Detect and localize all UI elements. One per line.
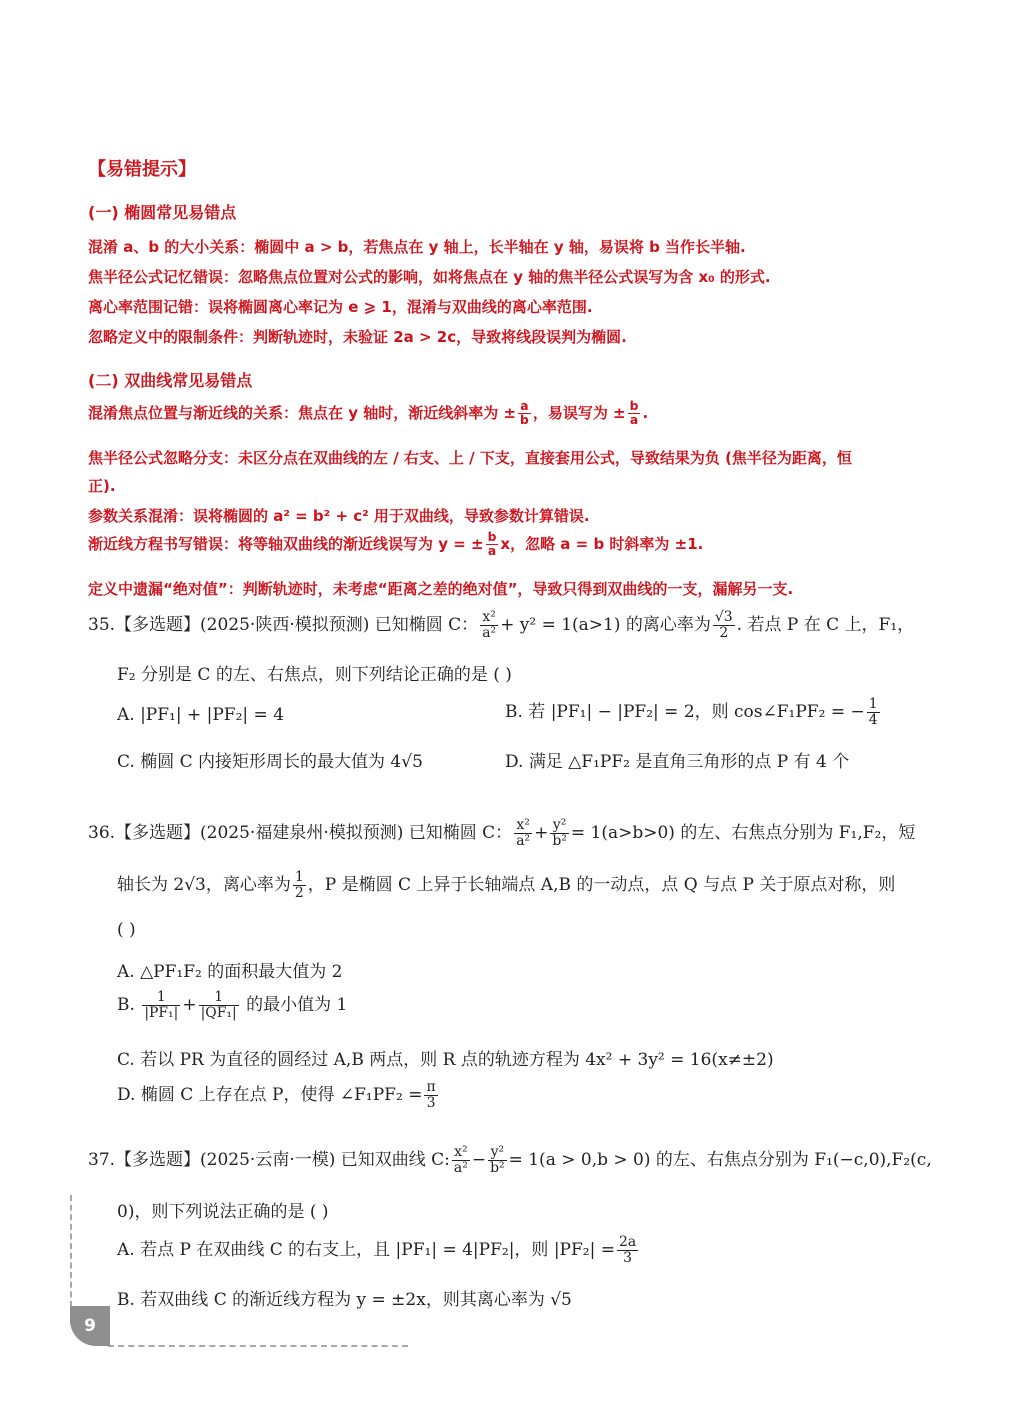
- q37-frac-2a-3: $\frac{2a}{3}$: [618, 1234, 637, 1266]
- q37-stem: 37.【多选题】(2025·云南·一模) 已知双曲线 C: $\frac{\text{x²}}{\text{a²}}$ − $\frac{\text{y²}}{\text{b²}}$ = 1(a > 0,b > 0) 的左、右焦点分别为 F₁(−c,0),F₂(c,: [88, 1144, 932, 1176]
- hyperbola-tip-4-text-b: x，忽略 a = b 时斜率为 ±1.: [500, 534, 704, 553]
- ellipse-tip-2: 焦半径公式记忆错误：忽略焦点位置对公式的影响，如将焦点在 y 轴的焦半径公式误写为含 x₀ 的形式.: [88, 268, 771, 286]
- q36-frac-1-pf1: $\frac{1}{\text{|PF₁|}}$: [144, 989, 179, 1021]
- q36-frac-x2-a2: $\frac{\text{x²}}{\text{a²}}$: [516, 817, 531, 849]
- hyperbola-tip-4: [88, 531, 703, 558]
- q36-option-a: A. △PF₁F₂ 的面积最大值为 2: [117, 962, 343, 982]
- tips-title: 【易错提示】: [88, 159, 196, 180]
- hyperbola-tip-1-text-a: 混淆焦点位置与渐近线的关系：焦点在 y 轴时，渐近线斜率为 ±: [88, 403, 517, 422]
- hyperbola-tip-1: 混淆焦点位置与渐近线的关系：焦点在 y 轴时，渐近线斜率为 ± $\frac{a}{b}$ ，易误写为 ± $\frac{b}{a}$ .: [88, 399, 649, 427]
- q36-frac-pi-3: $\frac{\pi}{3}$: [426, 1079, 436, 1111]
- q37-frac-x2-a2: $\frac{\text{x²}}{\text{a²}}$: [453, 1144, 468, 1176]
- hyperbola-tip-3: 参数关系混淆：误将椭圆的 a² = b² + c² 用于双曲线，导致参数计算错误.: [88, 507, 590, 525]
- q36-frac-y2-b2: $\frac{\text{y²}}{\text{b²}}$: [552, 817, 567, 849]
- q36-frac-1-2: $\frac{1}{2}$: [294, 869, 304, 901]
- q36-option-b: B. $\frac{1}{\text{|PF₁|}}$ + $\frac{1}{\text{|QF₁|}}$ 的最小值为 1: [117, 989, 348, 1021]
- q35-option-a: A. |PF₁| + |PF₂| = 4: [117, 705, 285, 725]
- q36-option-d: D. 椭圆 C 上存在点 P，使得 ∠F₁PF₂ = $\frac{\pi}{3}$: [117, 1079, 436, 1111]
- q35-option-d: D. 满足 △F₁PF₂ 是直角三角形的点 P 有 4 个: [505, 752, 850, 772]
- q37-option-b: B. 若双曲线 C 的渐近线方程为 y = ±2x，则其离心率为 √5: [117, 1290, 572, 1310]
- q35-frac-1-4: $\frac{1}{4}$: [868, 696, 878, 728]
- hyperbola-tip-2-line2: 正).: [88, 477, 116, 495]
- q35-option-c: C. 椭圆 C 内接矩形周长的最大值为 4√5: [117, 752, 423, 772]
- q37-stem-line2: 0)，则下列说法正确的是 ( ): [117, 1202, 329, 1222]
- frac-b-over-a: $\frac{b}{a}$: [629, 399, 639, 427]
- q37-option-a: A. 若点 P 在双曲线 C 的右支上，且 |PF₁| = 4|PF₂|，则 |PF₂| = $\frac{2a}{3}$: [117, 1234, 637, 1266]
- q35-option-b: B. 若 |PF₁| − |PF₂| = 2，则 cos∠F₁PF₂ = − $\frac{1}{4}$: [505, 696, 878, 728]
- hyperbola-heading: (二) 双曲线常见易错点: [88, 371, 253, 390]
- hyperbola-tip-2-line1: 焦半径公式忽略分支：未区分点在双曲线的左 / 右支、上 / 下支，直接套用公式，导致结果为负 (焦半径为距离，恒: [88, 449, 852, 467]
- frac-a-over-b: $\frac{a}{b}$: [520, 399, 529, 427]
- q35-stem-line2: F₂ 分别是 C 的左、右焦点，则下列结论正确的是 ( ): [117, 665, 512, 685]
- ellipse-tip-1: 混淆 a、b 的大小关系：椭圆中 a > b，若焦点在 y 轴上，长半轴在 y 轴，易误将 b 当作长半轴.: [88, 238, 746, 256]
- frac-b-over-a-2: $\frac{b}{a}$: [487, 530, 497, 558]
- q36-frac-1-qf1: $\frac{1}{\text{|QF₁|}}$: [200, 989, 237, 1021]
- q36-answer-blank: ( ): [117, 920, 136, 940]
- hyperbola-tip-1-text-b: ，易误写为 ±: [532, 403, 626, 422]
- ellipse-heading: (一) 椭圆常见易错点: [88, 203, 237, 222]
- hyperbola-tip-4-text-a: 渐近线方程书写错误：将等轴双曲线的渐近线误写为 y = ±: [88, 534, 484, 553]
- q35-stem: 35.【多选题】(2025·陕西·模拟预测) 已知椭圆 C： $\frac{\text{x²}}{\text{a²}}$ + y² = 1(a>1) 的离心率为 $\frac{√3}{2}$ . 若点 P 在 C 上，F₁，: [88, 609, 915, 641]
- hyperbola-tip-5: 定义中遗漏“绝对值”：判断轨迹时，未考虑“距离之差的绝对值”，导致只得到双曲线的一支，漏解另一支.: [88, 580, 794, 598]
- ellipse-tip-4: 忽略定义中的限制条件：判断轨迹时，未验证 2a > 2c，导致将线段误判为椭圆.: [88, 328, 627, 346]
- page-border-horizontal: [108, 1345, 408, 1347]
- q36-stem-line2: 轴长为 2√3，离心率为 $\frac{1}{2}$ ，P 是椭圆 C 上异于长轴端点 A,B 的一动点，点 Q 与点 P 关于原点对称，则: [117, 869, 896, 901]
- page-number: 9: [70, 1306, 110, 1346]
- q37-frac-y2-b2: $\frac{\text{y²}}{\text{b²}}$: [490, 1144, 505, 1176]
- q35-frac-sqrt3-2: $\frac{√3}{2}$: [714, 609, 733, 641]
- ellipse-tip-3: 离心率范围记错：误将椭圆离心率记为 e ⩾ 1，混淆与双曲线的离心率范围.: [88, 298, 593, 316]
- page-border-vertical: [70, 1195, 72, 1307]
- q36-option-c: C. 若以 PR 为直径的圆经过 A,B 两点，则 R 点的轨迹方程为 4x² + 3y² = 16(x≠±2): [117, 1050, 774, 1070]
- q36-stem: 36.【多选题】(2025·福建泉州·模拟预测) 已知椭圆 C： $\frac{\text{x²}}{\text{a²}}$ + $\frac{\text{y²}}{\text{b²}}$ = 1(a>b>0) 的左、右焦点分别为 F₁,F₂，短: [88, 817, 916, 849]
- q35-frac-x2-a2: $\frac{\text{x²}}{\text{a²}}$: [482, 609, 497, 641]
